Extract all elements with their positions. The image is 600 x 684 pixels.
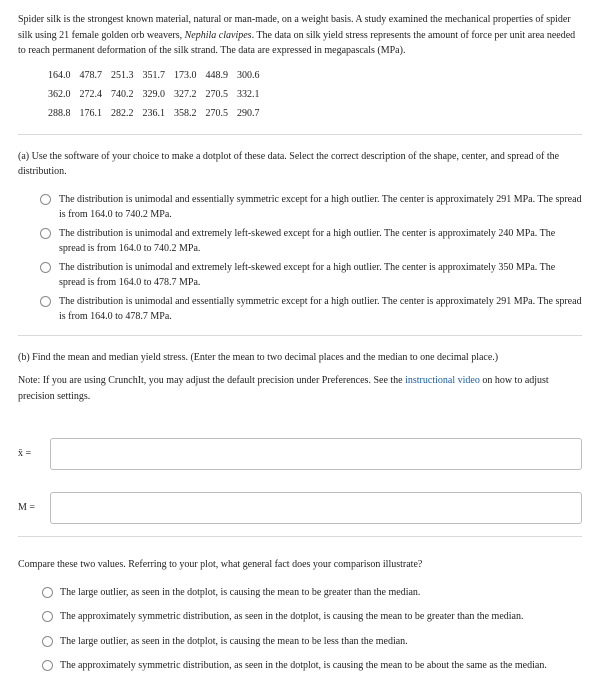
radio-button[interactable]: [40, 262, 51, 273]
part-a-option[interactable]: [40, 192, 582, 223]
intro-text-start: Spider silk is the strongest known material, natural or man-made, on a weight basis. A study examined the mechanical properties of spider silk using: [18, 14, 571, 41]
data-table: [48, 67, 269, 124]
part-a-options: [40, 192, 582, 325]
data-cell: 327.2: [174, 89, 197, 101]
compare-option[interactable]: [42, 585, 582, 601]
data-cell: 164.0: [48, 70, 71, 82]
data-cell: 332.1: [237, 89, 260, 101]
section-divider: [18, 335, 582, 336]
data-cell: 300.6: [237, 70, 260, 82]
instructional-video-link[interactable]: instructional video: [405, 375, 480, 386]
part-b-prompt: (b) Find the mean and median yield stress. (Enter the mean to two decimal places and the median to one decimal place.): [18, 351, 499, 363]
intro-text-end: . The data on silk yield stress represents the amount of force per unit area needed to reach permanent deformation of the silk strand. The data are expressed in megapascals (MPa).: [18, 29, 576, 56]
radio-button[interactable]: [42, 611, 53, 622]
note-text-start: Note: If you are using CrunchIt, you may adjust the default precision under Preferences. See the: [18, 375, 406, 386]
option-text: The distribution is unimodal and extremely left-skewed except for a high outlier. The center is approximately 240 MPa. The spread is from 164.0 to 740.2 MPa.: [59, 227, 556, 254]
precision-note: [18, 373, 582, 404]
intro-text-mid: female golden orb weavers,: [69, 29, 185, 41]
data-cell: 329.0: [142, 89, 165, 101]
intro-species: Nephila clavipes: [184, 29, 252, 41]
radio-button[interactable]: [40, 194, 51, 205]
data-cell: 290.7: [237, 108, 260, 120]
part-a-option[interactable]: [40, 294, 582, 325]
data-cell: 236.1: [142, 108, 165, 120]
median-field-row: [18, 492, 582, 524]
mean-input[interactable]: [50, 438, 582, 470]
data-cell: 282.2: [111, 108, 134, 120]
data-row: [48, 67, 269, 86]
compare-prompt: Compare these two values. Referring to your plot, what general fact does your comparison illustrate?: [18, 559, 423, 570]
option-text: The approximately symmetric distribution, as seen in the dotplot, is causing the mean to be greater than the median.: [60, 611, 524, 622]
intro-paragraph: [18, 12, 582, 59]
radio-button[interactable]: [42, 587, 53, 598]
part-a-option[interactable]: [40, 226, 582, 257]
data-cell: 351.7: [142, 70, 165, 82]
radio-button[interactable]: [42, 636, 53, 647]
section-divider: [18, 134, 582, 135]
data-row: [48, 105, 269, 124]
option-text: The large outlier, as seen in the dotplot, is causing the mean to be greater than the median.: [60, 586, 421, 598]
data-cell: 478.7: [79, 70, 102, 82]
data-cell: 358.2: [174, 108, 197, 120]
median-label: M =: [18, 502, 36, 514]
note-text-end: on how to adjust precision settings.: [18, 375, 549, 402]
data-cell: 270.5: [205, 108, 228, 120]
median-input[interactable]: [50, 492, 582, 524]
compare-option[interactable]: [42, 634, 582, 650]
data-cell: 362.0: [48, 89, 71, 101]
radio-button[interactable]: [42, 660, 53, 671]
section-divider: [18, 536, 582, 537]
part-a-option[interactable]: [40, 260, 582, 291]
data-cell: 288.8: [48, 108, 71, 120]
option-text: The approximately symmetric distribution, as seen in the dotplot, is causing the mean to be about the same as the median.: [60, 660, 547, 671]
radio-button[interactable]: [40, 296, 51, 307]
option-text: The distribution is unimodal and extremely left-skewed except for a high outlier. The center is approximately 350 MPa. The spread is from 164.0 to 478.7 MPa.: [59, 261, 556, 288]
option-text: The large outlier, as seen in the dotplot, is causing the mean to be less than the median.: [60, 635, 408, 647]
data-cell: 272.4: [79, 89, 102, 101]
option-text: The distribution is unimodal and essentially symmetric except for a high outlier. The center is approximately 291 MPa. The spread is from 164.0 to 740.2 MPa.: [59, 193, 582, 220]
data-cell: 270.5: [205, 89, 228, 101]
intro-count: 21: [59, 29, 70, 41]
compare-option[interactable]: [42, 658, 582, 674]
mean-label: x̄ =: [18, 448, 32, 460]
data-cell: 448.9: [205, 70, 228, 82]
compare-option[interactable]: [42, 609, 582, 625]
data-cell: 176.1: [79, 108, 102, 120]
data-row: [48, 86, 269, 105]
radio-button[interactable]: [40, 228, 51, 239]
option-text: The distribution is unimodal and essentially symmetric except for a high outlier. The center is approximately 291 MPa. The spread is from 164.0 to 478.7 MPa.: [59, 295, 582, 322]
mean-field-row: [18, 438, 582, 470]
data-cell: 173.0: [174, 70, 197, 82]
data-cell: 251.3: [111, 70, 134, 82]
part-a-prompt: (a) Use the software of your choice to make a dotplot of these data. Select the correct description of the shape, center, and spread of the distribution.: [18, 150, 560, 177]
data-cell: 740.2: [111, 89, 134, 101]
compare-options: [42, 585, 582, 674]
